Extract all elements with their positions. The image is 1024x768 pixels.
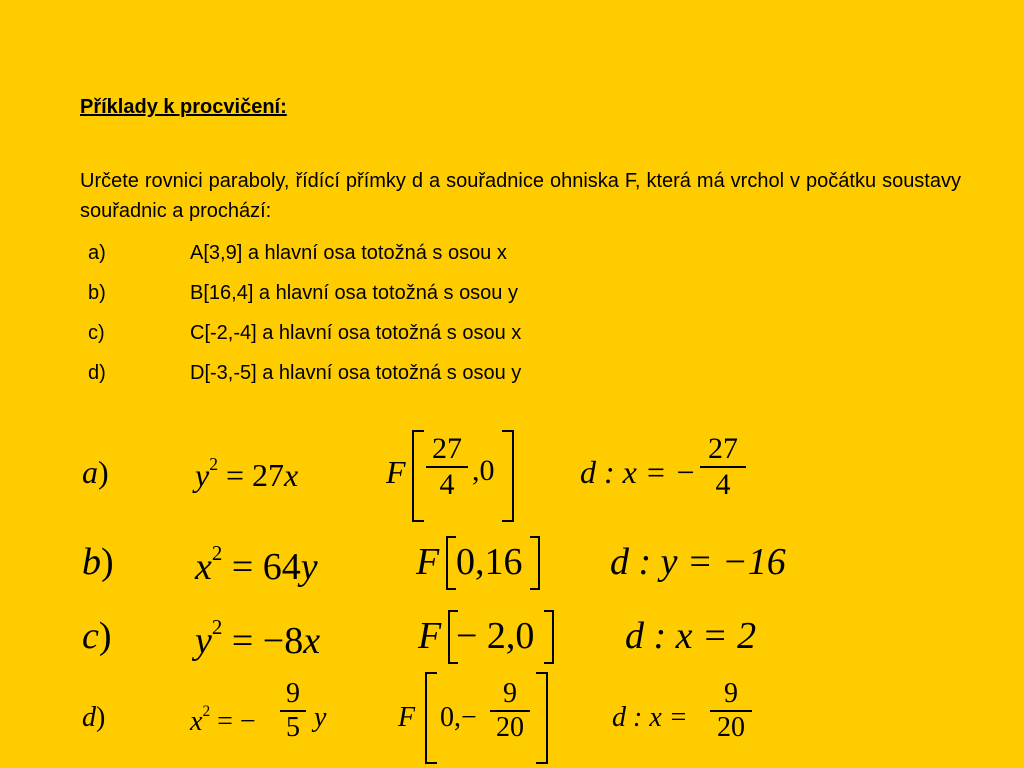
focus-prefix: 0,−	[440, 702, 477, 733]
focus-label: F	[386, 454, 406, 490]
directrix-fraction: 9 20	[710, 678, 752, 744]
parabola-equation: $x^2 = 64y$	[195, 541, 318, 588]
focus-fraction: 27 4	[426, 432, 468, 502]
focus-value: − 2,0	[456, 615, 535, 657]
item-label: d)	[88, 362, 106, 384]
solution-label: c)	[82, 615, 112, 657]
focus-label: F	[418, 615, 442, 657]
item-label: b)	[88, 282, 106, 304]
item-label: c)	[88, 322, 105, 344]
left-bracket	[425, 672, 437, 764]
task-text: Určete rovnici paraboly, řídící přímky d a souřadnice ohniska F, která má vrchol v počátku soustavy souřadnic a prochází:	[80, 170, 961, 222]
focus-value: 0,16	[456, 541, 523, 583]
exercise-heading: Příklady k procvičení:	[80, 96, 287, 118]
focus-rest: ,0	[472, 454, 495, 487]
right-bracket	[502, 430, 514, 522]
equation-fraction: 9 5	[280, 678, 306, 744]
directrix-equation: d : y = −16	[610, 541, 786, 583]
directrix-equation: d : x =	[612, 702, 688, 733]
directrix-fraction: 27 4	[700, 432, 746, 502]
solution-label: b)	[82, 541, 114, 583]
directrix-equation: d : x = 2	[625, 615, 757, 657]
parabola-equation: $y^2 = -8x$	[195, 615, 321, 662]
left-bracket	[446, 536, 456, 590]
equation-variable: y	[314, 702, 327, 733]
solution-label: d)	[82, 702, 106, 733]
focus-label: F	[398, 702, 416, 733]
item-text: C[-2,-4] a hlavní osa totožná s osou x	[190, 322, 522, 344]
item-text: D[-3,-5] a hlavní osa totožná s osou y	[190, 362, 522, 384]
right-bracket	[536, 672, 548, 764]
solution-label: a)	[82, 454, 109, 490]
parabola-equation: $y^2 = 27x$	[195, 454, 299, 493]
left-bracket	[412, 430, 424, 522]
focus-label: F	[416, 541, 440, 583]
directrix-equation: d : x = −	[580, 454, 697, 490]
item-text: B[16,4] a hlavní osa totožná s osou y	[190, 282, 518, 304]
item-text: A[3,9] a hlavní osa totožná s osou x	[190, 242, 507, 264]
item-label: a)	[88, 242, 106, 264]
focus-fraction: 9 20	[490, 678, 530, 744]
right-bracket	[544, 610, 554, 664]
right-bracket	[530, 536, 540, 590]
parabola-equation-left: $x^2$ = −	[190, 703, 256, 737]
